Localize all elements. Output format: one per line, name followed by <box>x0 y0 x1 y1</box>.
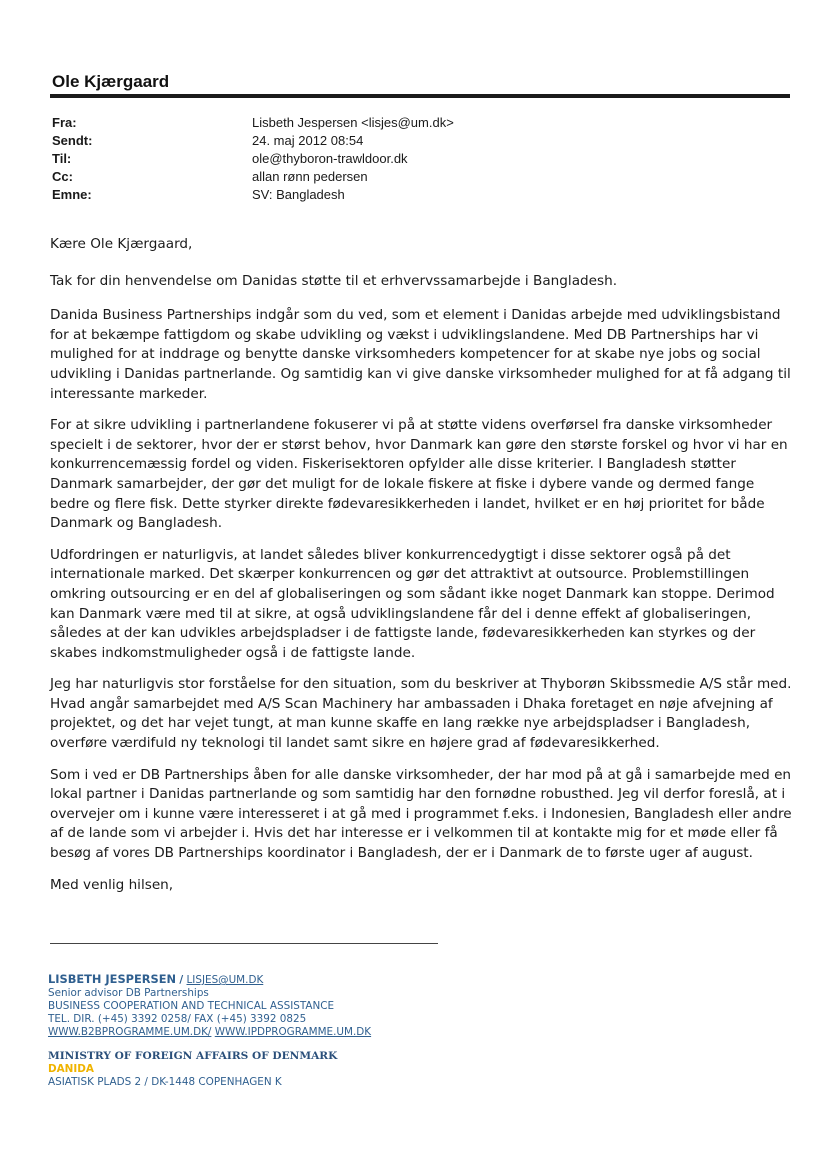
b2b-programme-link[interactable]: WWW.B2BPROGRAMME.UM.DK/ <box>48 1026 212 1038</box>
body-paragraph: Som i ved er DB Partnerships åben for alle danske virksomheder, der har mod på at gå i samarbejde med en lokal partner i Danidas partnerlande og som samtidig har den fornødne robusthed. Jeg vil derfor foreslå, at i overvejer om i kunne være interesseret i at gå med i programmet f.eks. i Indonesien, Bangladesh eller andre af de lande som vi arbejder i. Hvis det har interesse er i velkommen til at kontakte mig for et møde eller få besøg af vores DB Partnerships koordinator i Bangladesh, der er i Danmark de to første uger af august. <box>50 766 792 862</box>
from-value: Lisbeth Jespersen <lisjes@um.dk> <box>252 115 454 130</box>
from-label: Fra: <box>52 115 77 130</box>
signature-department: BUSINESS COOPERATION AND TECHNICAL ASSISTANCE <box>48 1000 335 1012</box>
danida-label: DANIDA <box>48 1063 94 1075</box>
closing: Med venlig hilsen, <box>50 876 174 893</box>
signature-separator: / <box>179 974 184 986</box>
email-body <box>50 235 795 907</box>
signature-name: LISBETH JESPERSEN <box>48 972 177 986</box>
signature-divider <box>50 943 438 944</box>
title-divider <box>50 94 790 98</box>
header-field-labels <box>52 114 92 204</box>
ministry-address: ASIATISK PLADS 2 / DK-1448 COPENHAGEN K <box>48 1076 282 1088</box>
to-value: ole@thyboron-trawldoor.dk <box>252 151 408 166</box>
body-paragraph: For at sikre udvikling i partnerlandene fokuserer vi på at støtte videns overførsel fra danske virksomheder specielt i de sektorer, hvor der er størst behov, hvor Danmark kan gøre den største forskel og hvor vi har en konkurrencemæssig fordel og viden. Fiskerisektoren opfylder alle disse kriterier. I Bangladesh støtter Danmark samarbejder, der gør det muligt for de lokale fiskere at fiske i dybere vande og dermed fange bedre og flere fisk. Dette styrker direkte fødevaresikkerheden i landet, hvilket er en høj prioritet for både Danmark og Bangladesh. <box>50 417 788 532</box>
to-label: Til: <box>52 151 72 166</box>
cc-value: allan rønn pedersen <box>252 169 368 184</box>
sent-label: Sendt: <box>52 133 93 148</box>
header-field-values <box>252 114 454 204</box>
ipd-programme-link[interactable]: WWW.IPDPROGRAMME.UM.DK <box>214 1026 372 1038</box>
signature-email-link[interactable]: LISJES@UM.DK <box>186 974 264 986</box>
signature-role: Senior advisor DB Partnerships <box>48 987 209 999</box>
sender-name: Ole Kjærgaard <box>52 72 170 91</box>
body-paragraph: Jeg har naturligvis stor forståelse for den situation, som du beskriver at Thyborøn Skibssmedie A/S står med. Hvad angår samarbejdet med A/S Scan Machinery har ambassaden i Dhaka foretaget en nøje afvejning af projektet, og det har vejet tungt, at man kunne skaffe en lang række nye arbejdspladser i Bangladesh, overføre værdifuld ny teknologi til landet samt sikre en højere grad af fødevaresikkerhed. <box>50 676 792 752</box>
body-paragraph: Danida Business Partnerships indgår som du ved, som et element i Danidas arbejde med udviklingsbistand for at bekæmpe fattigdom og skabe udvikling og vækst i udviklingslandene. Med DB Partnerships har vi mulighed for at inddrage og benytte danske virksomheders kompetencer for at skabe nye jobs og social udvikling i Danidas partnerlande. Og samtidig kan vi give danske virksomheder mulighed for at få adgang til interessante markeder. <box>50 307 791 402</box>
email-signature <box>48 973 371 1089</box>
signature-phone: TEL. DIR. (+45) 3392 0258/ FAX (+45) 3392 0825 <box>48 1013 307 1025</box>
cc-label: Cc: <box>52 169 73 184</box>
salutation: Kære Ole Kjærgaard, <box>50 236 193 252</box>
body-paragraph: Udfordringen er naturligvis, at landet således bliver konkurrencedygtigt i disse sektorer også på det internationale marked. Det skærper konkurrencen og gør det attraktivt at outsource. Problemstillingen omkring outsourcing er en del af globaliseringen og som sådant ikke noget Danmark kan stoppe. Derimod kan Danmark være med til at sikre, at også udviklingslandene får del i denne effekt af globaliseringen, således at der kan udvikles arbejdspladser i de fattigste lande, fødevaresikkerheden kan styrkes og der skabes indkomstmuligheder også i de fattigste lande. <box>50 546 775 661</box>
ministry-name: MINISTRY OF FOREIGN AFFAIRS OF DENMARK <box>48 1050 338 1062</box>
body-paragraph: Tak for din henvendelse om Danidas støtte til et erhvervssamarbejde i Bangladesh. <box>50 272 618 289</box>
subject-value: SV: Bangladesh <box>252 187 345 202</box>
sent-value: 24. maj 2012 08:54 <box>252 133 364 148</box>
subject-label: Emne: <box>52 187 92 202</box>
